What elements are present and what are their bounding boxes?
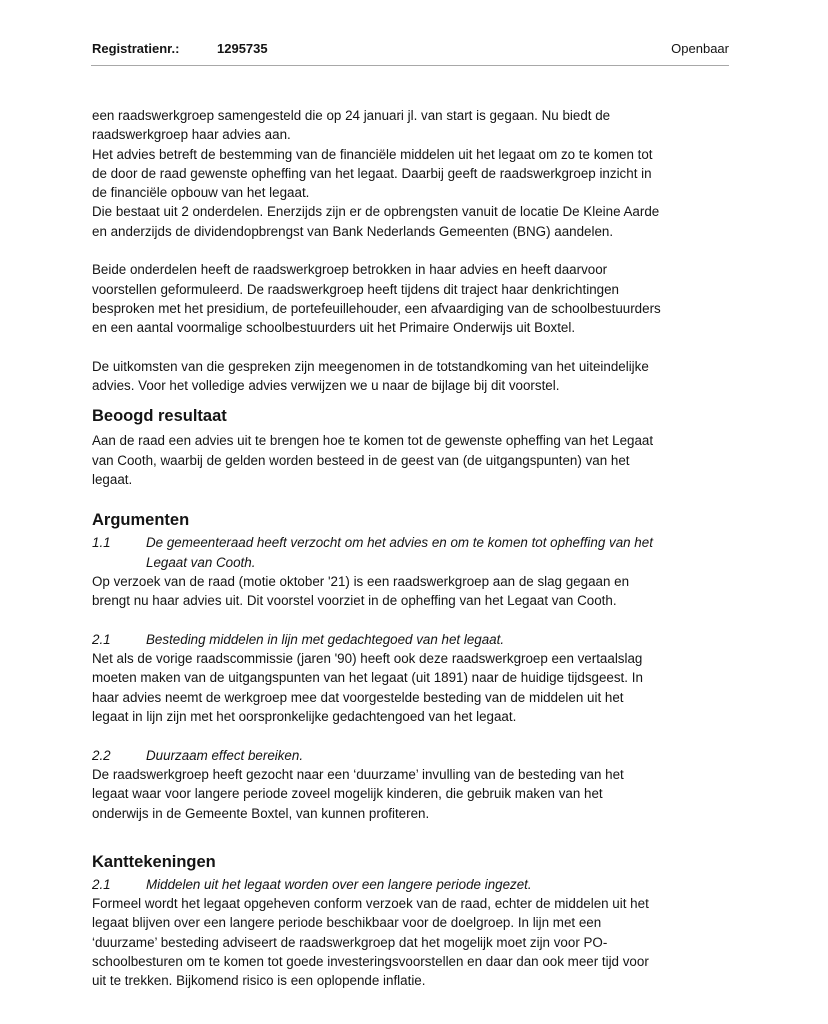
subheading-number: 2.2 xyxy=(92,747,111,763)
header-divider xyxy=(91,65,729,66)
text-line: De uitkomsten van die gespreken zijn meegenomen in de totstandkoming van het uiteindelijke xyxy=(92,358,649,374)
text-line: de door de raad gewenste opheffing van het legaat. Daarbij geeft de raadswerkgroep inzicht in xyxy=(92,165,652,181)
registration-label: Registratienr.: xyxy=(92,41,180,56)
text-line: Aan de raad een advies uit te brengen hoe te komen tot de gewenste opheffing van het Legaat xyxy=(92,433,654,449)
text-line: haar advies neemt de werkgroep mee dat voorgestelde besteding van de middelen uit het xyxy=(92,689,624,705)
text-line: voorstellen geformuleerd. De raadswerkgroep heeft tijdens dit traject haar denkrichtingen xyxy=(92,281,619,297)
text-line: legaat blijven over een langere periode beschikbaar voor de doelgroep. In lijn met een xyxy=(92,915,602,931)
text-line: Beide onderdelen heeft de raadswerkgroep betrokken in haar advies en heeft daarvoor xyxy=(92,262,608,278)
text-line: Op verzoek van de raad (motie oktober '21) is een raadswerkgroep aan de slag gegaan en xyxy=(92,573,630,589)
text-line: moeten maken van de uitgangspunten van het legaat (uit 1891) naar de huidige tijdsgeest. In xyxy=(92,670,643,686)
text-line: de financiële opbouw van het legaat. xyxy=(92,185,310,201)
text-line: Het advies betreft de bestemming van de financiële middelen uit het legaat om zo te komen tot xyxy=(92,146,653,162)
text-line: raadswerkgroep haar advies aan. xyxy=(92,127,291,143)
subheading-text: De gemeenteraad heeft verzocht om het advies en om te komen tot opheffing van het xyxy=(146,535,653,551)
text-line: onderwijs in de Gemeente Boxtel, van kunnen profiteren. xyxy=(92,805,430,821)
subheading xyxy=(92,533,742,572)
subheading xyxy=(92,875,742,894)
text-line: De raadswerkgroep heeft gezocht naar een ‘duurzame’ invulling van de besteding van het xyxy=(92,766,624,782)
text-line: Formeel wordt het legaat opgeheven conform verzoek van de raad, echter de middelen uit het xyxy=(92,896,649,912)
text-line: advies. Voor het volledige advies verwijzen we u naar de bijlage bij dit voorstel. xyxy=(92,378,560,394)
classification-status: Openbaar xyxy=(671,41,729,56)
subheading-text: Duurzaam effect bereiken. xyxy=(146,747,304,763)
subheading-number: 1.1 xyxy=(92,535,111,551)
section-heading-beoogd-resultaat: Beoogd resultaat xyxy=(92,407,227,426)
document-body xyxy=(92,106,742,991)
section-heading-kanttekeningen: Kanttekeningen xyxy=(92,852,216,871)
text-line: van Cooth, waarbij de gelden worden besteed in de geest van (de uitgangspunten) van het xyxy=(92,452,630,468)
section-heading-argumenten: Argumenten xyxy=(92,511,190,530)
subheading-text: Besteding middelen in lijn met gedachtegoed van het legaat. xyxy=(146,631,505,647)
text-line: legaat waar voor langere periode zoveel mogelijk kinderen, die gebruik maken van het xyxy=(92,786,603,802)
text-line: Die bestaat uit 2 onderdelen. Enerzijds zijn er de opbrengsten vanuit de locatie De Kleine Aarde xyxy=(92,204,660,220)
text-line: schoolbesturen om te komen tot goede investeringsvoorstellen en daar dan ook meer tijd voor xyxy=(92,953,649,969)
text-line: Net als de vorige raadscommissie (jaren '90) heeft ook deze raadswerkgroep een vertaalslag xyxy=(92,651,643,667)
text-line: brengt nu haar advies uit. Dit voorstel voorziet in de opheffing van het Legaat van Cooth. xyxy=(92,593,617,609)
text-line: legaat in lijn zijn met het oorspronkelijke gedachtengoed van het legaat. xyxy=(92,709,517,725)
text-line: en een aantal voormalige schoolbestuurders uit het Primaire Onderwijs uit Boxtel. xyxy=(92,320,576,336)
subheading-number: 2.1 xyxy=(92,876,111,892)
subheading xyxy=(92,746,742,765)
subheading xyxy=(92,630,742,649)
text-line: besproken met het presidium, de portefeuillehouder, een afvaardiging van de schoolbestuurders xyxy=(92,300,661,316)
text-line: ‘duurzame’ besteding adviseert de raadswerkgroep dat het mogelijk moet zijn voor PO- xyxy=(92,934,608,950)
subheading-text: Middelen uit het legaat worden over een langere periode ingezet. xyxy=(146,876,532,892)
subheading-number: 2.1 xyxy=(92,631,111,647)
subheading-text: Legaat van Cooth. xyxy=(146,554,256,570)
registration-number: 1295735 xyxy=(217,41,268,56)
text-line: en anderzijds de dividendopbrengst van Bank Nederlands Gemeenten (BNG) aandelen. xyxy=(92,223,614,239)
text-line: een raadswerkgroep samengesteld die op 24 januari jl. van start is gegaan. Nu biedt de xyxy=(92,108,611,123)
text-line: legaat. xyxy=(92,472,133,488)
page-header xyxy=(92,41,729,65)
text-line: uit te trekken. Bijkomend risico is een oplopende inflatie. xyxy=(92,973,426,989)
